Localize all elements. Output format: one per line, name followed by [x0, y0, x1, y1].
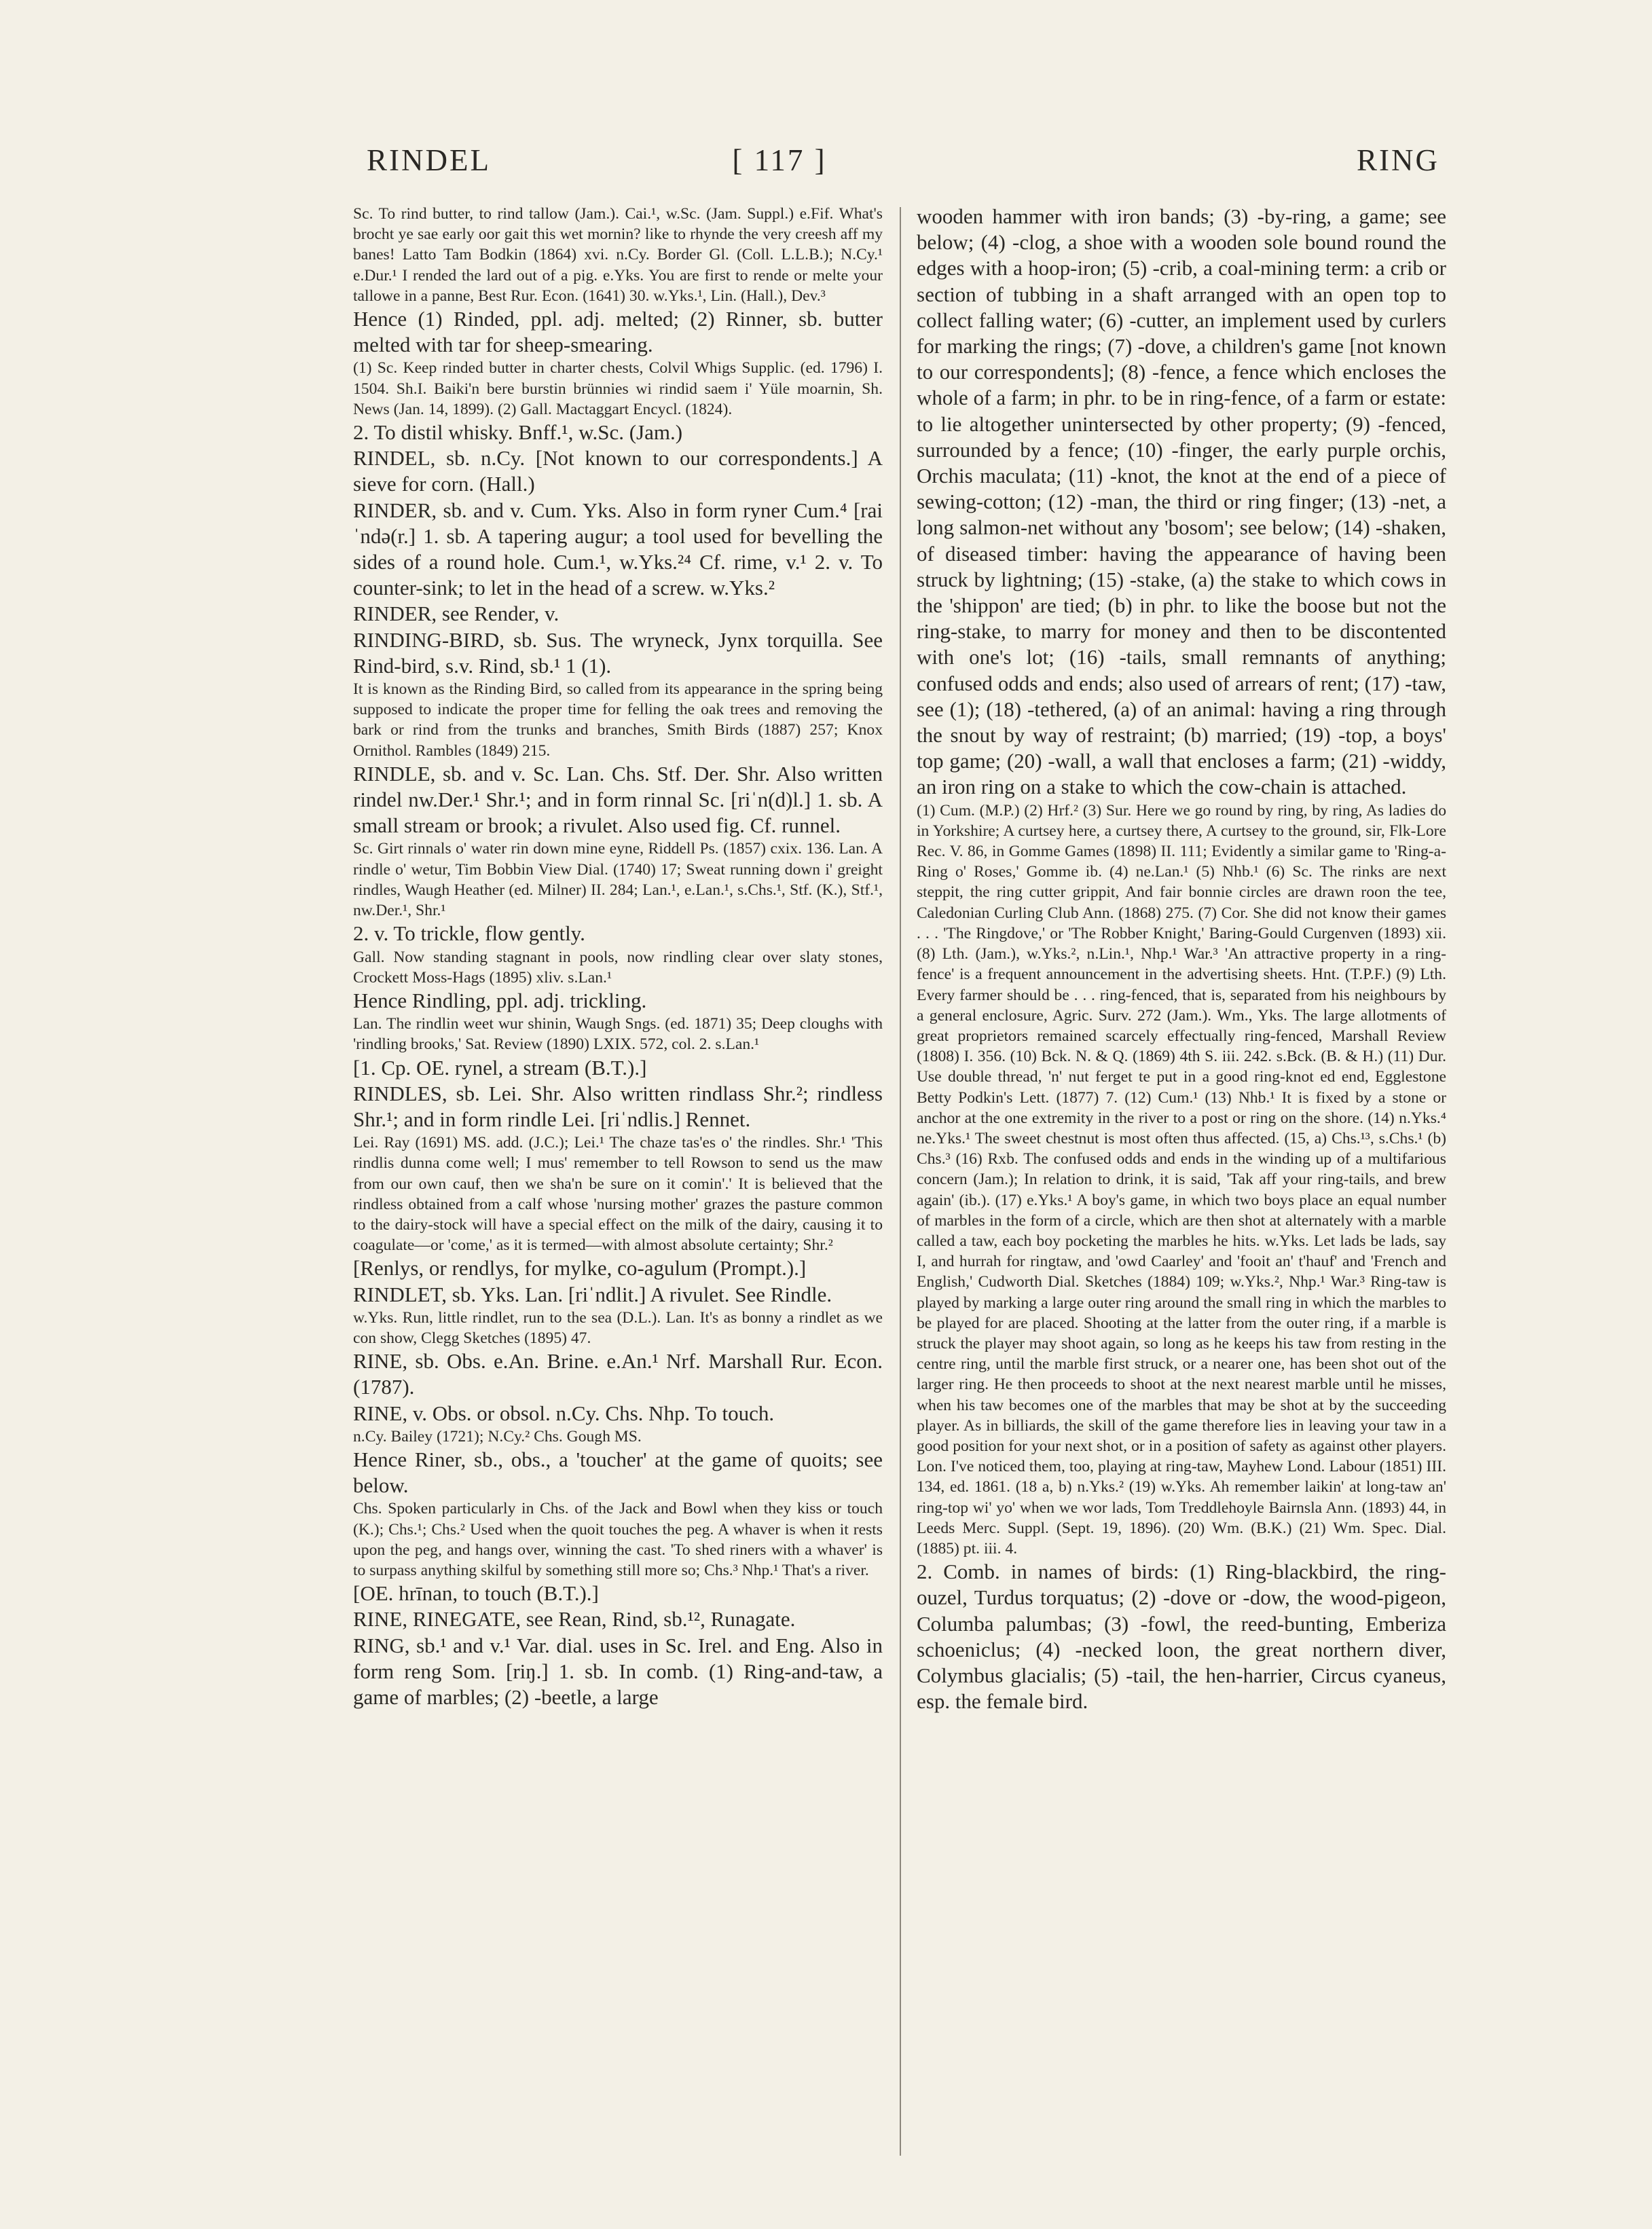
- running-head: [367, 143, 1439, 190]
- citation-paragraph: It is known as the Rinding Bird, so called from its appearance in the spring being supposed to indicate the proper time for felling the oak trees and removing the bark or rind from the trunks and branches, Smith Birds (1887) 257; Knox Ornithol. Rambles (1849) 215.: [353, 680, 883, 760]
- citation-paragraph: Lei. Ray (1691) MS. add. (J.C.); Lei.¹ The chaze tas'es o' the rindles. Shr.¹ 'This rindlis dunna come well; I mus' remember to tell Rowson to send us the maw from our own cauf, then we sha'n be sure on it comin'.' It is believed that the rindless obtained from a calf whose 'nursing mother' grazes the pasture common to the dairy-stock will have a special effect on the milk of the dairy, causing it to coagulate—or 'come,' as it is termed—with almost absolute certainty; Shr.²: [353, 1134, 883, 1255]
- entry-paragraph: RINDLES, sb. Lei. Shr. Also written rindlass Shr.²; rindless Shr.¹; and in form rindle Lei. [riˈndlis.] Rennet.: [353, 1081, 883, 1131]
- entry-paragraph: RINDING-BIRD, sb. Sus. The wryneck, Jynx torquilla. See Rind-bird, s.v. Rind, sb.¹ 1 (1).: [353, 627, 883, 678]
- entry-paragraph: RINDLET, sb. Yks. Lan. [riˈndlit.] A rivulet. See Rindle.: [353, 1282, 832, 1306]
- citation-paragraph: Lan. The rindlin weet wur shinin, Waugh Sngs. (ed. 1871) 35; Deep cloughs with 'rindling brooks,' Sat. Review (1890) LXIX. 572, col. 2. s.Lan.¹: [353, 1015, 883, 1054]
- entry-paragraph: [OE. hrīnan, to touch (B.T.).]: [353, 1581, 599, 1606]
- column-divider: [900, 207, 901, 2156]
- entry-paragraph: RINDER, see Render, v.: [353, 602, 559, 626]
- citation-paragraph: (1) Sc. Keep rinded butter in charter chests, Colvil Whigs Supplic. (ed. 1796) I. 1504. Sh.I. Baiki'n bere burstin brünnies wi rindid saem i' Yüle moarnin, Sh. News (Jan. 14, 1899). (2) Gall. Mactaggart Encycl. (1824).: [353, 359, 883, 418]
- citation-paragraph: (1) Cum. (M.P.) (2) Hrf.² (3) Sur. Here we go round by ring, by ring, As ladies do in Yorkshire; A curtsey here, a curtsey there, A curtsey to the ground, sir, Flk-Lore Rec. V. 86, in Gomme Games (1898) II. 111; Evidently a similar game to 'Ring-a-Ring o' Roses,' Gomme ib. (4) ne.Lan.¹ (5) Nhb.¹ (6) Sc. The rinks are next steppit, the ring cutter grippit, And fair bonnie circles are drawn roon the tee, Caledonian Curling Club Ann. (1868) 275. (7) Cor. She did not know their games . . . 'The Ringdove,' or 'The Robber Knight,' Baring-Gould Curgenven (1893) xii. (8) Lth. (Jam.), w.Yks.², n.Lin.¹, Nhp.¹ War.³ 'An attractive property in a ring-fence' is a frequent announcement in the advertising sheets. Hnt. (T.P.F.) (9) Lth. Every farmer should be . . . ring-fenced, that is, separated from his neighbours by a general enclosure, Agric. Surv. 272 (Jam.). Wm., Yks. The large allotments of great proprietors remained scarcely effectually ring-fenced, Marshall Review (1808) I. 356. (10) Bck. N. & Q. (1869) 4th S. iii. 242. s.Bck. (B. & H.) (11) Dur. Use double thread, 'n' nut ferget te put in a good ring-knot ed end, Egglestone Betty Podkin's Lett. (1877) 7. (12) Cum.¹ (13) Nhb.¹ It is fixed by a stone or anchor at the one extremity in the river to a post or ring on the shore. (14) n.Yks.⁴ ne.Yks.¹ The sweet chestnut is most often thus affected. (15, a) Chs.¹³, s.Chs.¹ (b) Chs.³ (16) Rxb. The confused odds and ends in the winding up of a multifarious concern (Jam.); In relation to drink, it is said, 'Tak aff your ring-tails, and brew again' (ib.). (17) e.Yks.¹ A boy's game, in which two boys place an equal number of marbles in the form of a circle, which are then shot at alternately with a marble called a taw, each boy pocketing the marbles he hits. w.Yks. Let lads be lads, say I, and hurrah for ringtaw, and 'owd Caarley' and 'fooit an' t'hauf' and 'French and English,' Cudworth Dial. Sketches (1884) 109; w.Yks.², Nhp.¹ War.³ Ring-taw is played by marking a large outer ring around the small ring in which the marbles to be played for are placed. Shooting at the latter from the outer ring, if a marble is struck the player may shoot again, so long as he keeps his taw from resting in the centre ring, until the marble first struck, or a nearer one, has been shot out of the larger ring. He then proceeds to shoot at the next nearest marble until he misses, when his taw becomes one of the marbles that may be shot at by the succeeding player. As in billiards, the skill of the game therefore lies in leaving your taw in a good position for your next shot, or in a position of safety as against other players. Lon. I've noticed them, too, playing at ring-taw, Mayhew Lond. Labour (1851) III. 134, ed. 1861. (18 a, b) n.Yks.² (19) w.Yks. Ah remember laikin' at long-taw an' ring-top wi' yo' when we wor lads, Tom Treddlehoyle Bairnsla Ann. (1893) 44, in Leeds Merc. Suppl. (Sept. 19, 1896). (20) Wm. (B.K.) (21) Wm. Spec. Dial. (1885) pt. iii. 4.: [917, 801, 1446, 1558]
- two-column-body: [353, 204, 1446, 2213]
- entry-paragraph: Hence Rindling, ppl. adj. trickling.: [353, 988, 647, 1012]
- entry-paragraph: RINE, v. Obs. or obsol. n.Cy. Chs. Nhp. To touch.: [353, 1401, 775, 1425]
- citation-paragraph: Sc. To rind butter, to rind tallow (Jam.). Cai.¹, w.Sc. (Jam. Suppl.) e.Fif. What's brocht ye sae early oor gait this wet mornin? like to rhynde the very creesh aff my banes! Latto Tam Bodkin (1864) xvi. n.Cy. Border Gl. (Coll. L.L.B.); N.Cy.¹ e.Dur.¹ I rended the lard out of a pig. e.Yks. You are first to rende or melte your tallowe in a panne, Best Rur. Econ. (1641) 30. w.Yks.¹, Lin. (Hall.), Dev.³: [353, 205, 883, 305]
- citation-paragraph: Chs. Spoken particularly in Chs. of the Jack and Bowl when they kiss or touch (K.); Chs.¹; Chs.² Used when the quoit touches the peg. A whaver is when it rests upon the peg, and hangs over, winning the cast. 'To shed riners with a whaver' is to surpass anything skilful by something still more so; Chs.³ Nhp.¹ That's a river.: [353, 1500, 883, 1579]
- entry-paragraph: 2. v. To trickle, flow gently.: [353, 921, 585, 946]
- entry-paragraph: RINDLE, sb. and v. Sc. Lan. Chs. Stf. Der. Shr. Also written rindel nw.Der.¹ Shr.¹; and in form rinnal Sc. [riˈn(d)l.] 1. sb. A small stream or brook; a rivulet. Also used fig. Cf. runnel.: [353, 761, 883, 838]
- page-number: [ 117 ]: [732, 143, 827, 177]
- citation-paragraph: w.Yks. Run, little rindlet, run to the sea (D.L.). Lan. It's as bonny a rindlet as we con show, Clegg Sketches (1895) 47.: [353, 1308, 883, 1347]
- header-last-entry: RING: [1357, 143, 1439, 177]
- header-first-entry: RINDEL: [367, 143, 491, 177]
- entry-paragraph: 2. To distil whisky. Bnff.¹, w.Sc. (Jam.): [353, 420, 683, 445]
- citation-paragraph: Gall. Now standing stagnant in pools, now rindling clear over slaty stones, Crockett Moss-Hags (1895) xliv. s.Lan.¹: [353, 948, 883, 987]
- entry-paragraph: RINE, sb. Obs. e.An. Brine. e.An.¹ Nrf. Marshall Rur. Econ. (1787).: [353, 1349, 883, 1399]
- entry-paragraph: RINDER, sb. and v. Cum. Yks. Also in form ryner Cum.⁴ [raiˈndə(r.] 1. sb. A tapering augur; a tool used for bevelling the sides of a round hole. Cum.¹, w.Yks.²⁴ Cf. rime, v.¹ 2. v. To counter-sink; to let in the head of a screw. w.Yks.²: [353, 498, 883, 600]
- entry-paragraph: RING, sb.¹ and v.¹ Var. dial. uses in Sc. Irel. and Eng. Also in form reng Som. [riŋ.] 1. sb. In comb. (1) Ring-and-taw, a game of marbles; (2) -beetle, a large: [353, 1633, 883, 1709]
- entry-paragraph: Hence (1) Rinded, ppl. adj. melted; (2) Rinner, sb. butter melted with tar for sheep-smearing.: [353, 307, 883, 357]
- right-column: [917, 204, 1446, 2213]
- entry-paragraph: [Renlys, or rendlys, for mylke, co-agulum (Prompt.).]: [353, 1256, 807, 1281]
- citation-paragraph: Sc. Girt rinnals o' water rin down mine eyne, Riddell Ps. (1857) cxix. 136. Lan. A rindle o' wetur, Tim Bobbin View Dial. (1740) 17; Sweat running down i' greight rindles, Waugh Heather (ed. Milner) II. 284; Lan.¹, e.Lan.¹, s.Chs.¹, Stf. (K.), Stf.¹, nw.Der.¹, Shr.¹: [353, 840, 883, 920]
- left-column: [353, 204, 883, 2213]
- entry-paragraph: 2. Comb. in names of birds: (1) Ring-blackbird, the ring-ouzel, Turdus torquatus; (2) -dove or -dow, the wood-pigeon, Columba palumbas; (3) -fowl, the reed-bunting, Emberiza schoeniclus; (4) -necked loon, the great northern diver, Colymbus glacialis; (5) -tail, the hen-harrier, Circus cyaneus, esp. the female bird.: [917, 1560, 1446, 1714]
- entry-paragraph: wooden hammer with iron bands; (3) -by-ring, a game; see below; (4) -clog, a shoe with a wooden sole bound round the edges with a hoop-iron; (5) -crib, a coal-mining term: a crib or section of tubbing in a shaft arranged with an open top to collect falling water; (6) -cutter, an implement used by curlers for marking the rings; (7) -dove, a children's game [not known to our correspondents]; (8) -fence, a fence which encloses the whole of a farm; in phr. to be in ring-fence, of a farm or estate: to lie altogether unintersected by other property; (9) -fenced, surrounded by a fence; (10) -finger, the early purple orchis, Orchis maculata; (11) -knot, the knot at the end of a piece of sewing-cotton; (12) -man, the third or ring finger; (13) -net, a long salmon-net without any 'bosom'; see below; (14) -shaken, of diseased timber: having the appearance of having been struck by lightning; (15) -stake, (a) the stake to which cows in the 'shippon' are tied; (b) in phr. to like the boose but not the ring-stake, to marry for money and then to be discontented with one's lot; (16) -tails, small remnants of anything; confused odds and ends; also used of arrears of rent; (17) -taw, see (1); (18) -tethered, (a) of an animal: having a ring through the snout by way of restraint; (b) married; (19) -top, a boys' top game; (20) -wall, a wall that encloses a farm; (21) -widdy, an iron ring on a stake to which the cow-chain is attached.: [917, 204, 1446, 799]
- entry-paragraph: RINE, RINEGATE, see Rean, Rind, sb.¹², Runagate.: [353, 1607, 796, 1632]
- citation-paragraph: n.Cy. Bailey (1721); N.Cy.² Chs. Gough MS.: [353, 1427, 642, 1445]
- entry-paragraph: [1. Cp. OE. rynel, a stream (B.T.).]: [353, 1055, 647, 1080]
- entry-paragraph: Hence Riner, sb., obs., a 'toucher' at the game of quoits; see below.: [353, 1447, 883, 1498]
- entry-paragraph: RINDEL, sb. n.Cy. [Not known to our correspondents.] A sieve for corn. (Hall.): [353, 446, 883, 496]
